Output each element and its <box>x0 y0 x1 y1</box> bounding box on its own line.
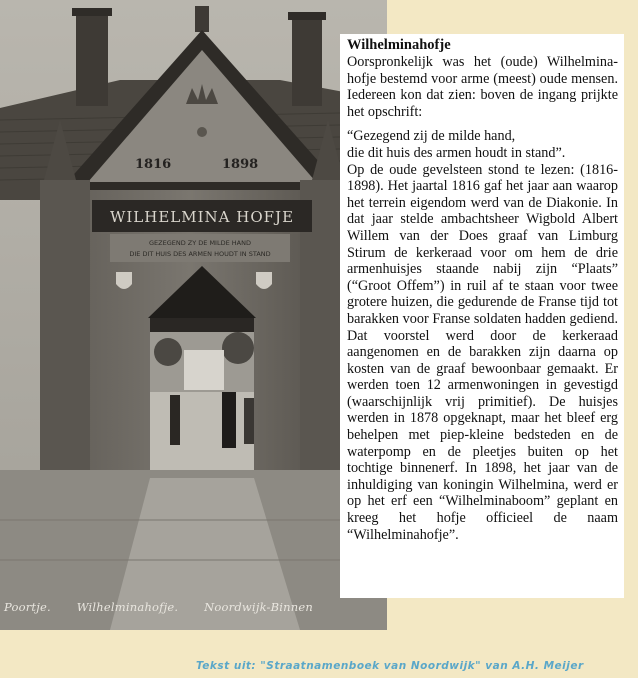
gate-inscription-line1: GEZEGEND ZY DE MILDE HAND <box>149 239 251 247</box>
quote-line-1: “Gezegend zij de milde hand, <box>347 128 516 145</box>
shield-left <box>116 272 132 289</box>
article-title: Wilhelminahofje <box>347 37 451 53</box>
article-intro: Oorspronkelijk was het (oude) Wilhelmina-hofje bestemd voor arme (meest) oude mensen. Iedereen kon dat zien: boven de ingang prijkte het opschrift: <box>347 54 618 120</box>
gable-year-right: 1898 <box>222 157 259 172</box>
figure-3 <box>244 398 254 444</box>
photo-caption-right: Noordwijk-Binnen <box>204 600 313 614</box>
photo-caption-left: Poortje. <box>4 600 51 614</box>
figure-1 <box>170 395 180 445</box>
photo-caption <box>4 600 335 614</box>
gate-inscription-line2: DIE DIT HUIS DES ARMEN HOUDT IN STAND <box>129 250 271 258</box>
chimney-right <box>292 14 322 106</box>
article-body: Op de oude gevelsteen stond te lezen: (1816-1898). Het jaartal 1816 gaf het jaar aan waarop het terrein eigendom werd van de Diakonie. In dat jaar stelde ambachtsheer Wigbold Albert Willem van der Does graaf van Limburg Stirum de kerkeraad voor om hem de drie armenhuisjes staande nabij zijn “Plaats” (“Groot Offem”) in ruil af te staan voor twee grotere huizen, die gedurende de Franse tijd tot barakken voor Franse soldaten hadden gediend. Dat voorstel werd door de kerkeraad aangenomen en de barakken zijn daarna op kosten van de graaf bewoonbaar gemaakt. Er werden toen 12 armenwoningen in gevestigd (waarschijnlijk vrij primitief). De huisjes werden in 1878 opgeknapt, maar het bleef erg behelpen met piep-kleine bedsteden en de waterpomp en de pleetjes buiten op het tochtige binnenerf. In 1898, het jaar van de inhuldiging van koningin Wilhelmina, werd er op het erf een “Wilhelminaboom” geplant en kreeg het hofje officieel de naam “Wilhelminahofje”. <box>347 161 618 543</box>
photo-caption-mid: Wilhelminahofje. <box>76 600 179 614</box>
quote-line-2: die dit huis des armen houdt in stand”. <box>347 144 566 161</box>
source-credit: Tekst uit: "Straatnamenboek van Noordwijk" van A.H. Meijer <box>196 660 584 672</box>
figure-2 <box>222 392 236 448</box>
shield-right <box>256 272 272 289</box>
article-panel <box>340 34 624 598</box>
gate-sign-text: WILHELMINA HOFJE <box>109 208 295 226</box>
chimney-left <box>76 10 108 106</box>
gable-year-left: 1816 <box>135 157 172 172</box>
